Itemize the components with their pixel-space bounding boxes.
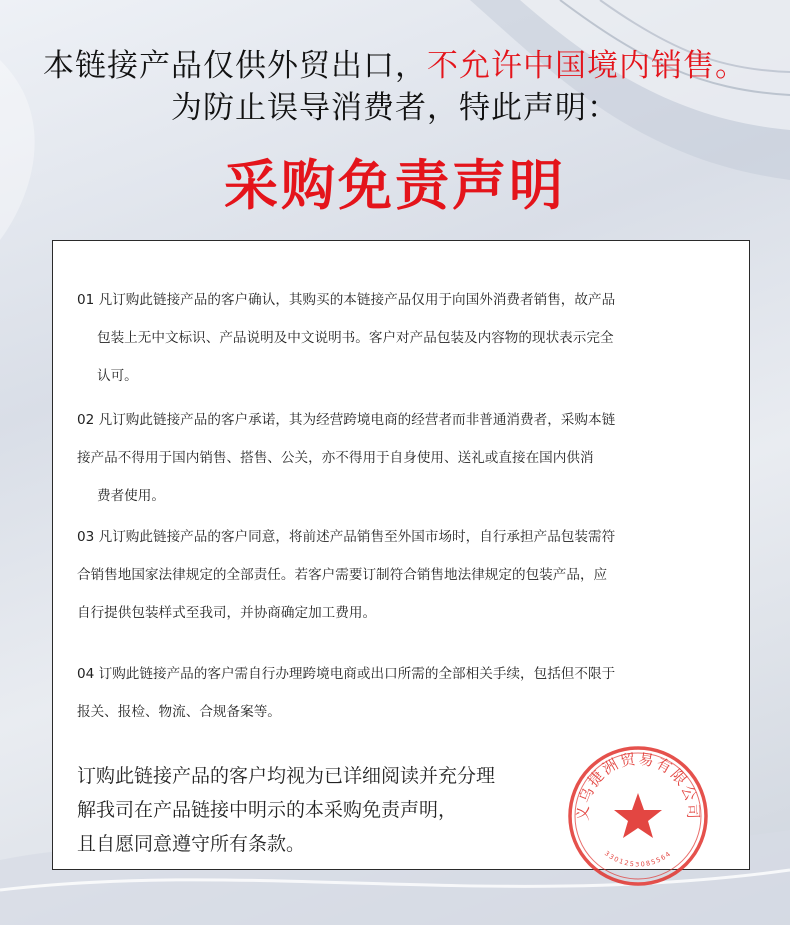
export-only-notice [0,40,790,85]
page-title: 采购免责声明 [224,154,566,217]
notice-black-text: 本链接产品仅供外贸出口， [43,48,427,84]
clause-02: 02 凡订购此链接产品的客户承诺，其为经营跨境电商的经营者而非普通消费者，采购本链 接产品不得用于国内销售、搭售、公关，亦不得用于自身使用、送礼或直接在国内供消 费者使用。 [77,412,616,504]
svg-text:义乌捷洲贸易有限公司: 义乌捷洲贸易有限公司 [573,749,703,822]
company-seal-icon [563,741,713,891]
notice-red-text: 不允许中国境内销售。 [427,48,747,84]
disclaimer-panel [52,240,750,870]
notice-purpose: 为防止误导消费者，特此声明： [171,90,619,126]
closing-statement: 订购此链接产品的客户均视为已详细阅读并充分理 解我司在产品链接中明示的本采购免责声明， 且自愿同意遵守所有条款。 [77,765,496,855]
clause-03: 03 凡订购此链接产品的客户同意，将前述产品销售至外国市场时，自行承担产品包装需符 合销售地国家法律规定的全部责任。若客户需要订制符合销售地法律规定的包装产品，应 自行提供包装样式至我司，并协商确定加工费用。 [77,529,616,621]
clause-01: 01 凡订购此链接产品的客户确认，其购买的本链接产品仅用于向国外消费者销售，故产品 包装上无中文标识、产品说明及中文说明书。客户对产品包装及内容物的现状表示完全 认可。 [77,292,616,384]
clause-04: 04 订购此链接产品的客户需自行办理跨境电商或出口所需的全部相关手续，包括但不限于 报关、报检、物流、合规备案等。 [77,666,616,720]
svg-text:3301253085564: 3301253085564 [602,849,674,869]
